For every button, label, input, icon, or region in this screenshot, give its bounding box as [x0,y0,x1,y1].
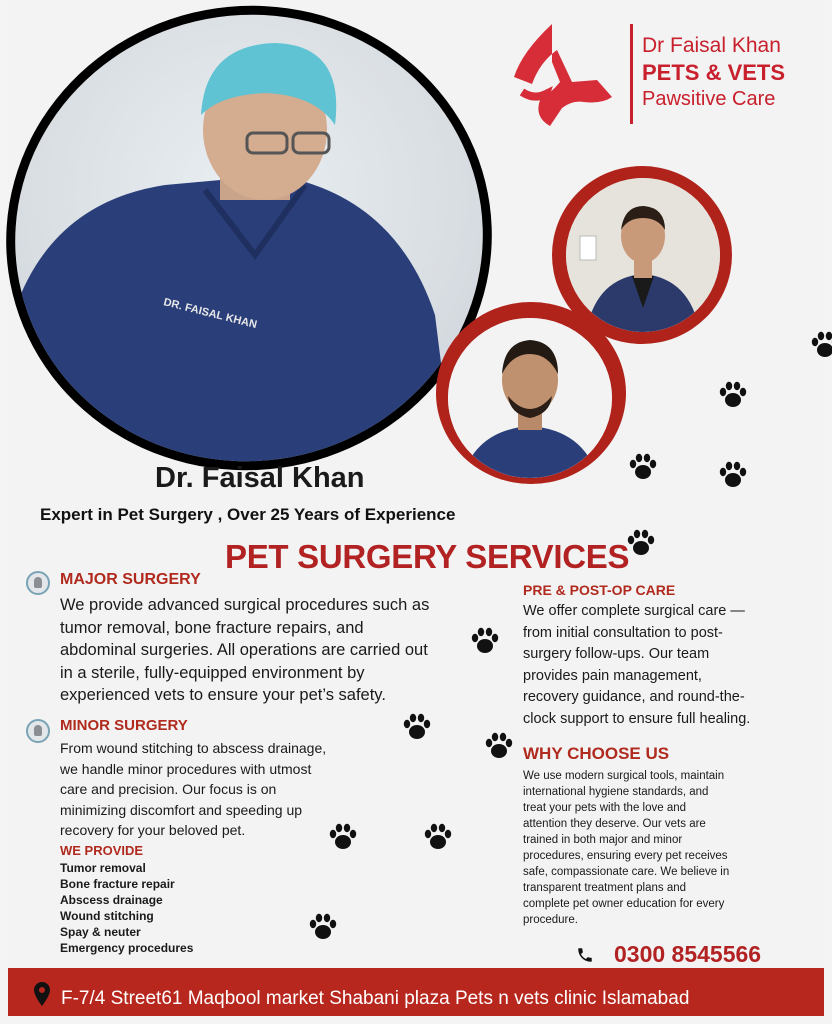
paw-icon [308,912,338,942]
list-item: Abscess drainage [60,893,163,907]
major-surgery-heading: MAJOR SURGERY [60,571,201,588]
paw-icon [628,452,658,482]
list-item: Tumor removal [60,861,146,875]
paw-icon [626,528,656,558]
staff-photo-1 [566,178,720,332]
paw-icon [718,460,748,490]
surgery-icon [26,571,50,595]
paw-icon [402,712,432,742]
minor-surgery-heading: MINOR SURGERY [60,717,188,734]
doctor-tagline: Expert in Pet Surgery , Over 25 Years of Experience [40,505,456,524]
we-provide-list [60,860,193,956]
brand-line-1: Dr Faisal Khan [642,34,781,57]
doctor-name: Dr. Faisal Khan [155,462,365,494]
paw-icon [484,731,514,761]
address-text: F-7/4 Street61 Maqbool market Shabani plaza Pets n vets clinic Islamabad [61,988,690,1009]
why-choose-us-text: We use modern surgical tools, maintain international hygiene standards, and treat your pets with the love and attention they deserve. Our vets are trained in both major and minor procedures, ensuring every pet receives safe, compassionate care. We believe in transparent treatment plans and complete pet owner education for every procedure. [523,770,730,926]
list-item: Bone fracture repair [60,877,175,891]
location-pin-icon [34,982,50,1006]
paw-icon [423,822,453,852]
list-item: Emergency procedures [60,941,194,955]
pets-vets-logo-icon [512,22,612,128]
scrub-name-text: DR. FAISAL KHAN [162,296,259,332]
surgeon-photo [0,0,512,491]
surgery-icon [26,719,50,743]
why-choose-us-heading: WHY CHOOSE US [523,744,670,763]
brand-line-3: Pawsitive Care [642,88,776,110]
pre-post-op-heading: PRE & POST-OP CARE [523,582,676,598]
we-provide-heading: WE PROVIDE [60,843,144,858]
paw-icon [328,822,358,852]
staff-photo-2 [448,318,612,478]
brand-line-2: PETS & VETS [642,60,786,85]
list-item: Wound stitching [60,909,154,923]
phone-number[interactable]: 0300 8545566 [614,941,762,967]
logo-divider [630,24,633,124]
minor-surgery-text: From wound stitching to abscess drainage, we handle minor procedures with utmost care and precision. Our focus is on minimizing discomfort and speeding up recovery for your beloved pet. [60,740,327,838]
major-surgery-text: We provide advanced surgical procedures such as tumor removal, bone fracture repairs, and abdominal surgeries. All operations are carried out in a sterile, fully-equipped environment by experienced vets to ensure your pet’s safety. [60,596,430,704]
paw-icon [718,380,748,410]
pre-post-op-text: We offer complete surgical care — from initial consultation to post- surgery follow-ups. Our team provides pain management, recovery guidance, and round-the- clock support to ensure full healing. [523,603,751,727]
paw-icon [810,330,832,360]
phone-icon [576,946,594,964]
list-item: Spay & neuter [60,925,141,939]
page-title: PET SURGERY SERVICES [225,538,630,575]
paw-icon [470,626,500,656]
